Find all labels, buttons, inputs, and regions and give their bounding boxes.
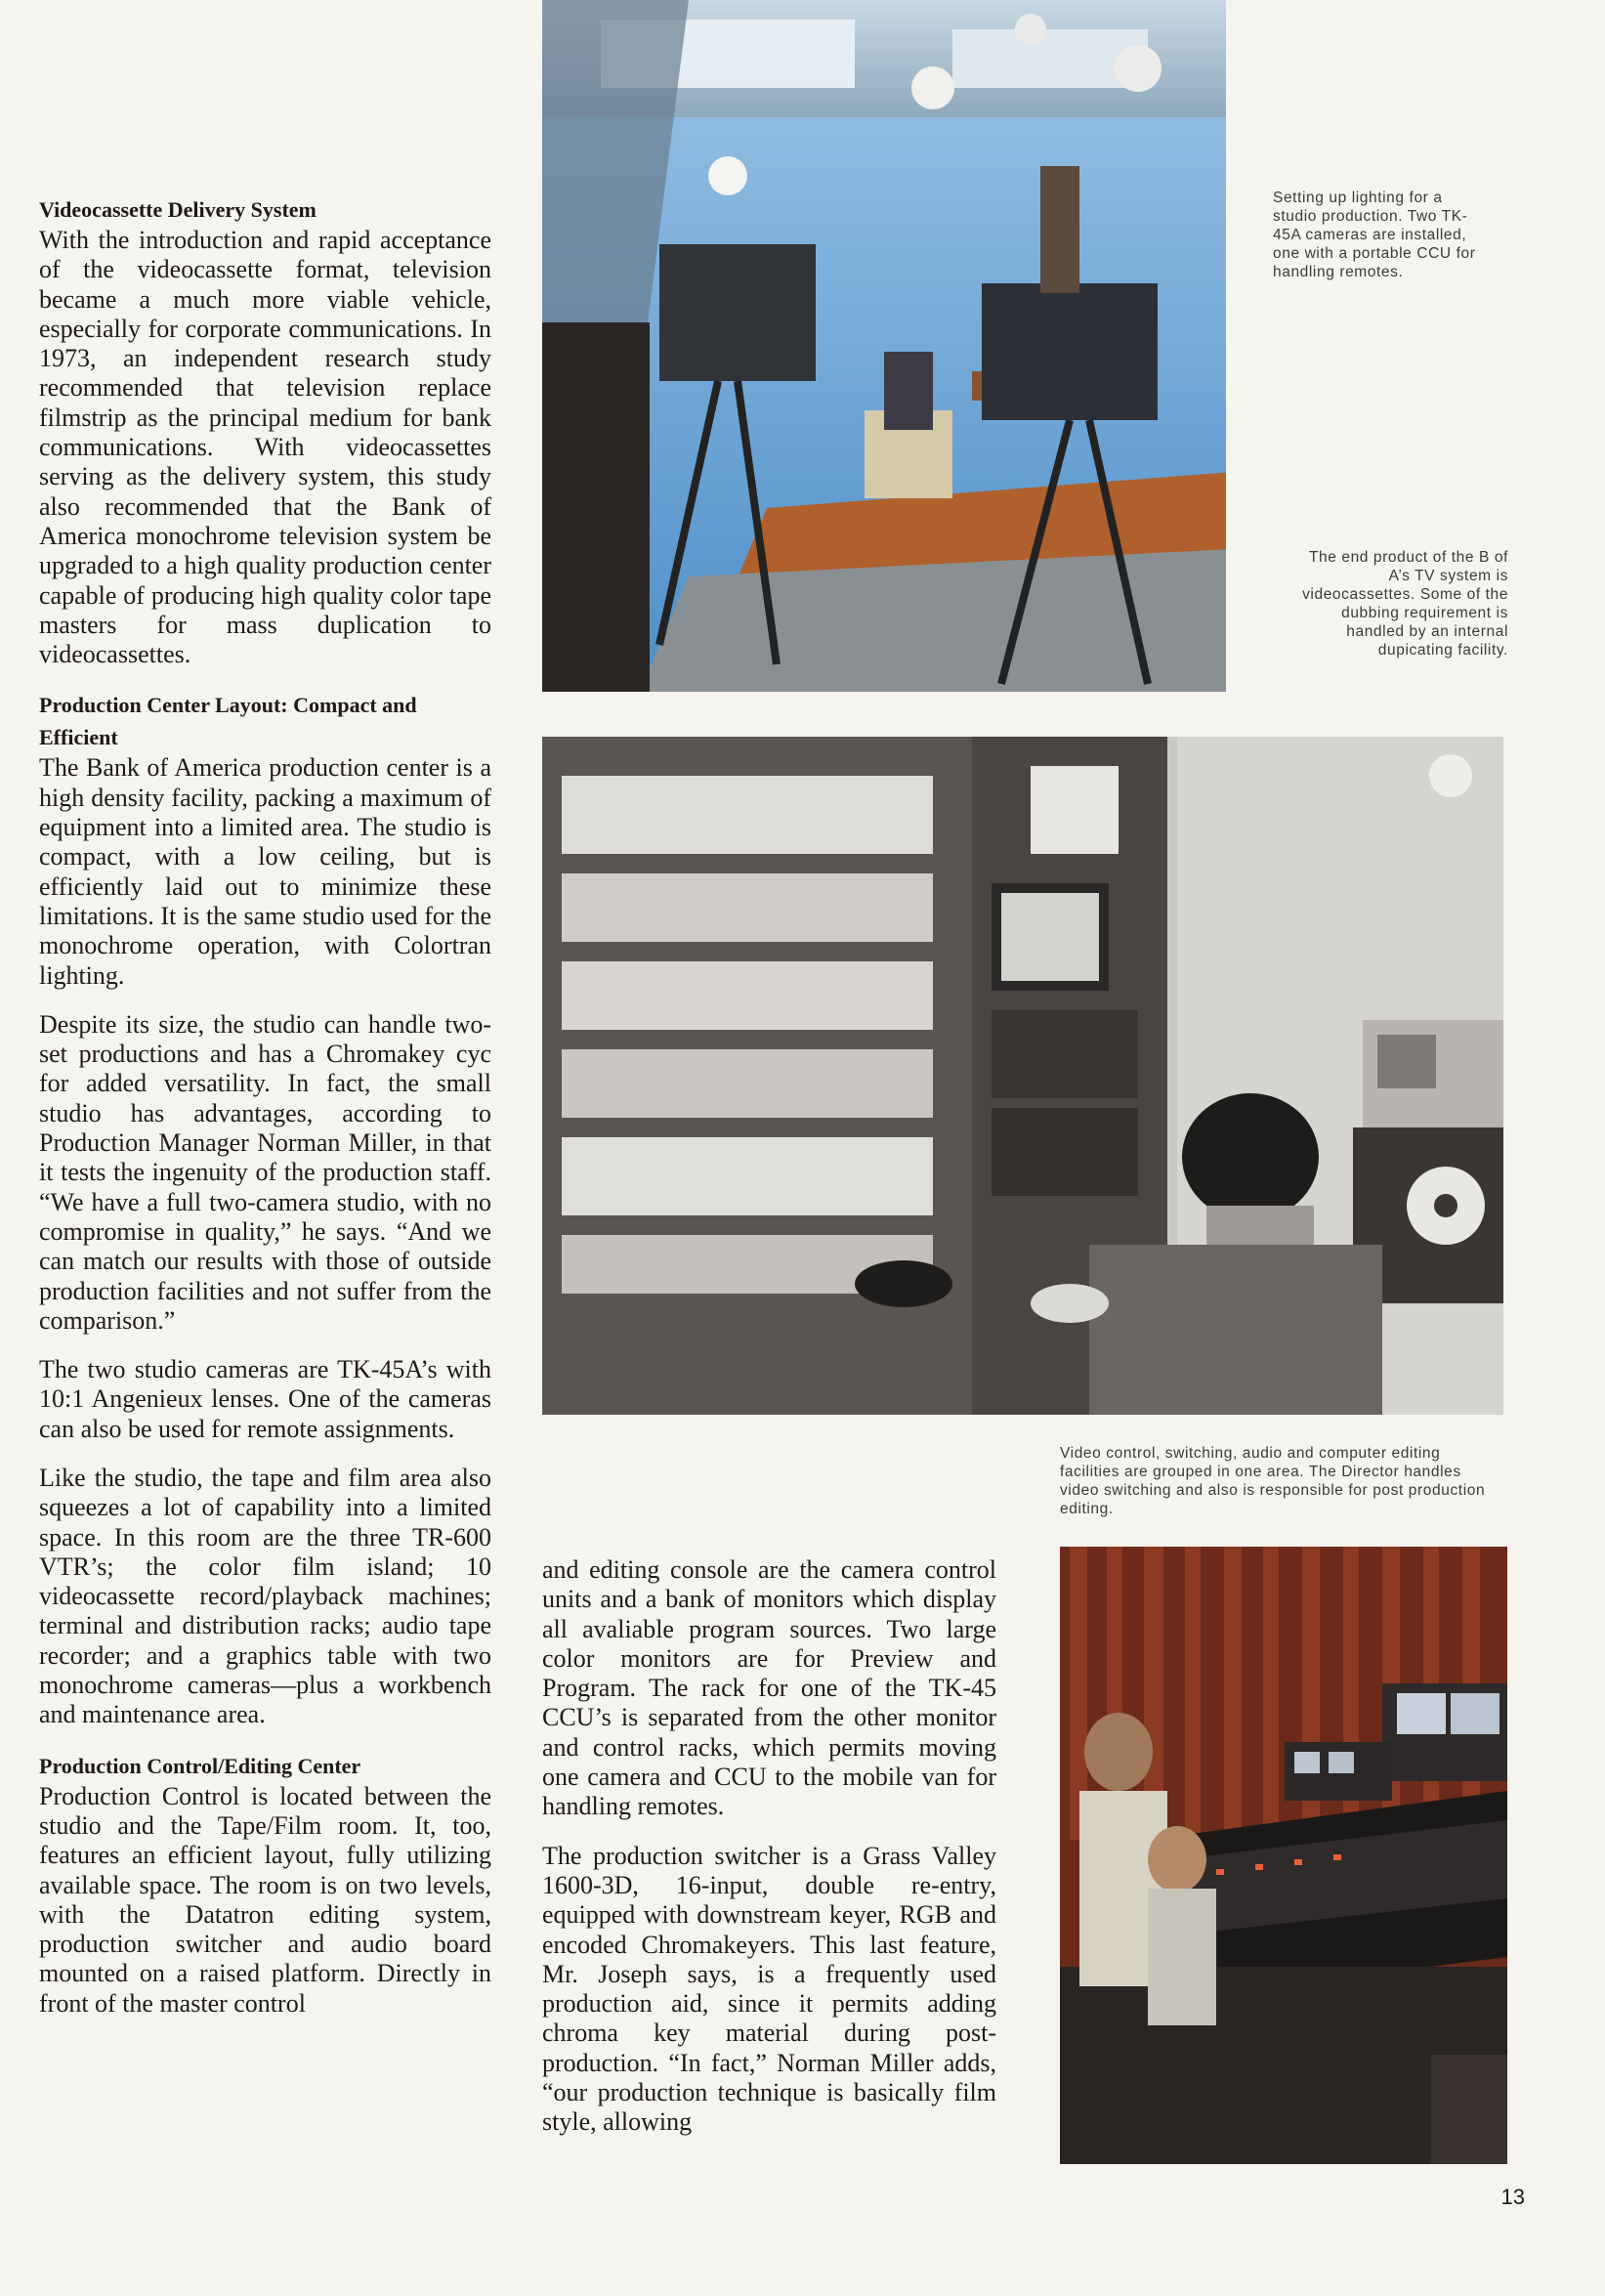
tape-room-photo — [542, 737, 1503, 1415]
paragraph: With the introduction and rapid acceptance of the videocassette format, television became a much more viable vehicle, especially for corporate communications. In 1973, an independent research study recommended that television replace filmstrip as the principal medium for bank communications. With videocassettes serving as the delivery system, this study also recommended that the Bank of America monochrome television system be upgraded to a high quality production center capable of producing high quality color tape masters for mass duplication to videocassettes. — [39, 226, 491, 669]
control-room-caption: Video control, switching, audio and computer editing facilities are grouped in one area. The Director handles video switching and also is responsible for post production editing. — [1060, 1445, 1486, 1517]
paragraph: Despite its size, the studio can handle two-set productions and has a Chromakey cyc for added versatility. In fact, the small studio has advantages, according to Production Manager Norman Miller, in that it tests the ingenuity of the production staff. “We have a full two-camera studio, with no compromise in quality,” he says. “And we can match our results with those of outside production facilities and not suffer from the comparison.” — [39, 1009, 491, 1335]
studio-caption: Setting up lighting for a studio production. Two TK-45A cameras are installed, one with a portable CCU for handling remotes. — [1273, 190, 1476, 280]
paragraph: The two studio cameras are TK-45A’s with 10:1 Angenieux lenses. One of the cameras can also be used for remote assignments. — [39, 1355, 491, 1443]
section-heading: Production Control/Editing Center — [39, 1753, 361, 1778]
page-number: 13 — [1500, 2185, 1525, 2209]
section-heading: Videocassette Delivery System — [39, 197, 317, 222]
section-videocassette — [39, 193, 491, 669]
section-production-center-layout — [39, 689, 491, 1729]
studio-photo — [542, 0, 1271, 692]
middle-column — [542, 1555, 996, 2157]
paragraph: Production Control is located between the studio and the Tape/Film room. It, too, features an efficient layout, fully utilizing available space. The room is on two levels, with the Datatron editing system, production switcher and audio board mounted on a raised platform. Directly in front of the master control — [39, 1781, 491, 2018]
tape-room-caption: The end product of the B of A’s TV system is videocassettes. Some of the dubbing requirement is handled by an internal dupicating facility. — [1302, 549, 1508, 659]
control-room-photo — [1060, 1547, 1507, 2164]
section-production-control — [39, 1750, 491, 2019]
paragraph: The Bank of America production center is a high density facility, packing a maximum of equipment into a limited area. The studio is compact, with a low ceiling, but is efficiently laid out to minimize these limitations. It is the same studio used for the monochrome operation, with Colortran lighting. — [39, 753, 491, 990]
paragraph: The production switcher is a Grass Valley 1600-3D, 16-input, double re-entry, equipped with downstream keyer, RGB and encoded Chromakeyers. This last feature, Mr. Joseph says, is a frequently used production aid, since it permits adding chroma key material during post-production. “In fact,” Norman Miller adds, “our production technique is basically film style, allowing — [542, 1841, 996, 2137]
paragraph: Like the studio, the tape and film area also squeezes a lot of capability into a limited space. In this room are the three TR-600 VTR’s; the color film island; 10 videocassette record/playback machines; terminal and distribution racks; audio tape recorder; and a graphics table with two monochrome cameras—plus a workbench and maintenance area. — [39, 1463, 491, 1729]
paragraph: and editing console are the camera control units and a bank of monitors which display all avaliable program sources. Two large color monitors are for Preview and Program. The rack for one of the TK-45 CCU’s is separated from the other monitor and control racks, which permits moving one camera and CCU to the mobile van for handling remotes. — [542, 1555, 996, 1821]
section-heading: Production Center Layout: Compact and Efficient — [39, 693, 417, 750]
left-column — [39, 193, 491, 2038]
